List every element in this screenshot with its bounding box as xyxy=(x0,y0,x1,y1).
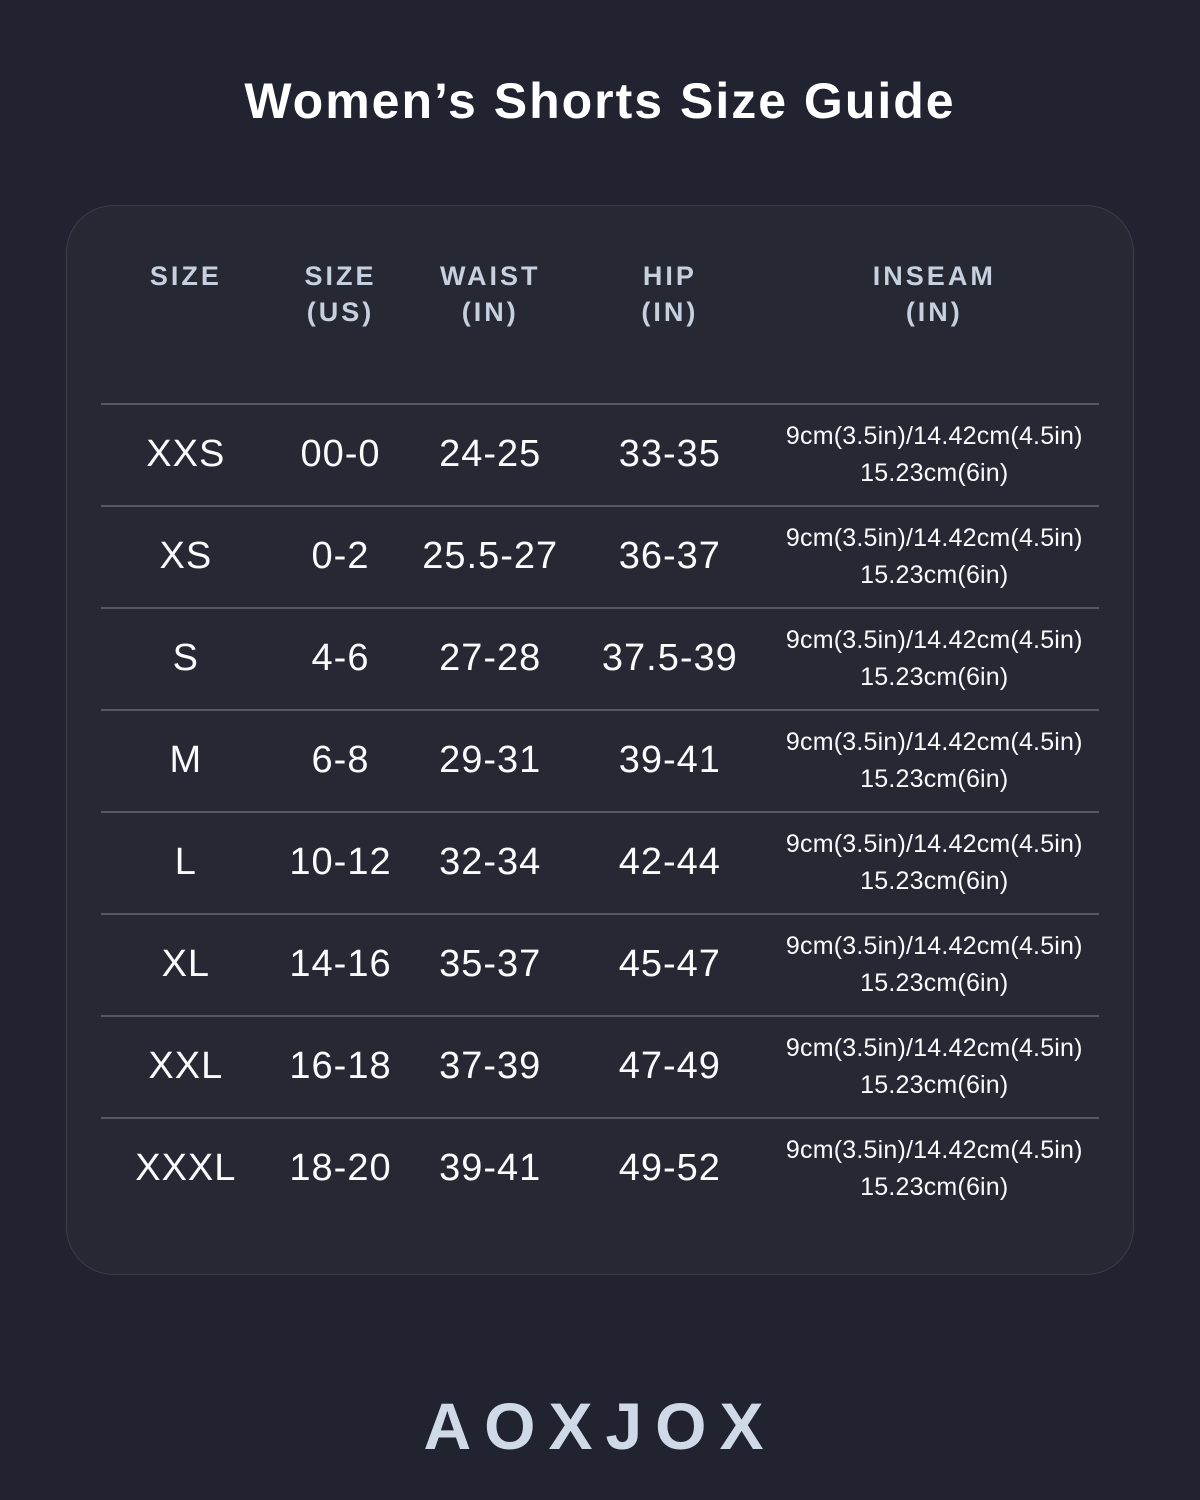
column-header-waist-line1: WAIST xyxy=(439,261,541,291)
size-us-cell: 16-18 xyxy=(289,1045,392,1088)
inseam-line-2: 15.23cm(6in) xyxy=(860,969,1009,997)
waist-cell: 37-39 xyxy=(439,1045,542,1088)
inseam-cell xyxy=(770,826,1099,901)
hip-cell: 42-44 xyxy=(618,841,721,884)
table-row-xs xyxy=(101,505,1099,607)
inseam-cell xyxy=(770,928,1099,1003)
column-header-hip-line2: (IN) xyxy=(641,297,699,328)
waist-cell: 39-41 xyxy=(439,1147,542,1190)
column-header-size-us-line1: SIZE xyxy=(304,261,377,291)
table-row-m xyxy=(101,709,1099,811)
inseam-line-2: 15.23cm(6in) xyxy=(860,1071,1009,1099)
hip-cell: 33-35 xyxy=(618,433,721,476)
inseam-cell xyxy=(770,724,1099,799)
column-header-inseam-line2: (IN) xyxy=(905,297,963,328)
column-header-size-us xyxy=(271,258,411,331)
size-us-cell: 0-2 xyxy=(311,535,370,578)
size-cell: XL xyxy=(161,943,211,986)
hip-cell: 39-41 xyxy=(618,739,721,782)
size-cell: XXXL xyxy=(135,1147,237,1190)
table-row-xxs xyxy=(101,403,1099,505)
table-row-l xyxy=(101,811,1099,913)
waist-cell: 32-34 xyxy=(439,841,542,884)
inseam-line-1: 9cm(3.5in)/14.42cm(4.5in) xyxy=(785,931,1083,960)
inseam-cell xyxy=(770,418,1099,493)
size-cell: XS xyxy=(159,535,213,578)
waist-cell: 27-28 xyxy=(439,637,542,680)
hip-cell: 37.5-39 xyxy=(601,637,738,680)
inseam-line-1: 9cm(3.5in)/14.42cm(4.5in) xyxy=(785,1033,1083,1062)
size-cell: XXL xyxy=(148,1045,224,1088)
hip-cell: 47-49 xyxy=(618,1045,721,1088)
table-row-xl xyxy=(101,913,1099,1015)
inseam-line-1: 9cm(3.5in)/14.42cm(4.5in) xyxy=(785,1135,1083,1164)
page-title: Women’s Shorts Size Guide xyxy=(244,73,956,129)
size-us-cell: 18-20 xyxy=(289,1147,392,1190)
inseam-cell xyxy=(770,1030,1099,1105)
table-header-row xyxy=(101,206,1099,403)
column-header-hip-line1: HIP xyxy=(642,261,697,291)
size-cell: XXS xyxy=(146,433,226,476)
hip-cell: 45-47 xyxy=(618,943,721,986)
column-header-size-line1: SIZE xyxy=(149,261,222,291)
size-us-cell: 6-8 xyxy=(311,739,370,782)
waist-cell: 29-31 xyxy=(439,739,542,782)
column-header-hip xyxy=(570,258,770,331)
inseam-line-2: 15.23cm(6in) xyxy=(860,459,1009,487)
inseam-line-2: 15.23cm(6in) xyxy=(860,663,1009,691)
inseam-line-1: 9cm(3.5in)/14.42cm(4.5in) xyxy=(785,727,1083,756)
waist-cell: 35-37 xyxy=(439,943,542,986)
size-cell: M xyxy=(169,739,203,782)
column-header-inseam-line1: INSEAM xyxy=(872,261,996,291)
inseam-line-1: 9cm(3.5in)/14.42cm(4.5in) xyxy=(785,625,1083,654)
inseam-cell xyxy=(770,520,1099,595)
hip-cell: 49-52 xyxy=(618,1147,721,1190)
brand-logo: AOXJOX xyxy=(423,1389,777,1463)
size-cell: L xyxy=(174,841,197,884)
size-us-cell: 10-12 xyxy=(289,841,392,884)
inseam-line-2: 15.23cm(6in) xyxy=(860,765,1009,793)
size-guide-card xyxy=(66,205,1134,1275)
column-header-size-us-line2: (US) xyxy=(306,297,375,328)
inseam-line-2: 15.23cm(6in) xyxy=(860,867,1009,895)
waist-cell: 25.5-27 xyxy=(422,535,559,578)
inseam-cell xyxy=(770,1132,1099,1207)
column-header-size xyxy=(101,258,271,294)
column-header-inseam xyxy=(770,258,1099,331)
hip-cell: 36-37 xyxy=(618,535,721,578)
inseam-line-2: 15.23cm(6in) xyxy=(860,1173,1009,1201)
column-header-waist xyxy=(410,258,570,331)
table-row-xxl xyxy=(101,1015,1099,1117)
inseam-cell xyxy=(770,622,1099,697)
size-us-cell: 4-6 xyxy=(311,637,370,680)
table-row-xxxl xyxy=(101,1117,1099,1219)
table-row-s xyxy=(101,607,1099,709)
inseam-line-1: 9cm(3.5in)/14.42cm(4.5in) xyxy=(785,523,1083,552)
inseam-line-1: 9cm(3.5in)/14.42cm(4.5in) xyxy=(785,829,1083,858)
column-header-waist-line2: (IN) xyxy=(461,297,519,328)
size-us-cell: 00-0 xyxy=(300,433,381,476)
size-cell: S xyxy=(172,637,199,680)
waist-cell: 24-25 xyxy=(439,433,542,476)
inseam-line-1: 9cm(3.5in)/14.42cm(4.5in) xyxy=(785,421,1083,450)
size-us-cell: 14-16 xyxy=(289,943,392,986)
inseam-line-2: 15.23cm(6in) xyxy=(860,561,1009,589)
